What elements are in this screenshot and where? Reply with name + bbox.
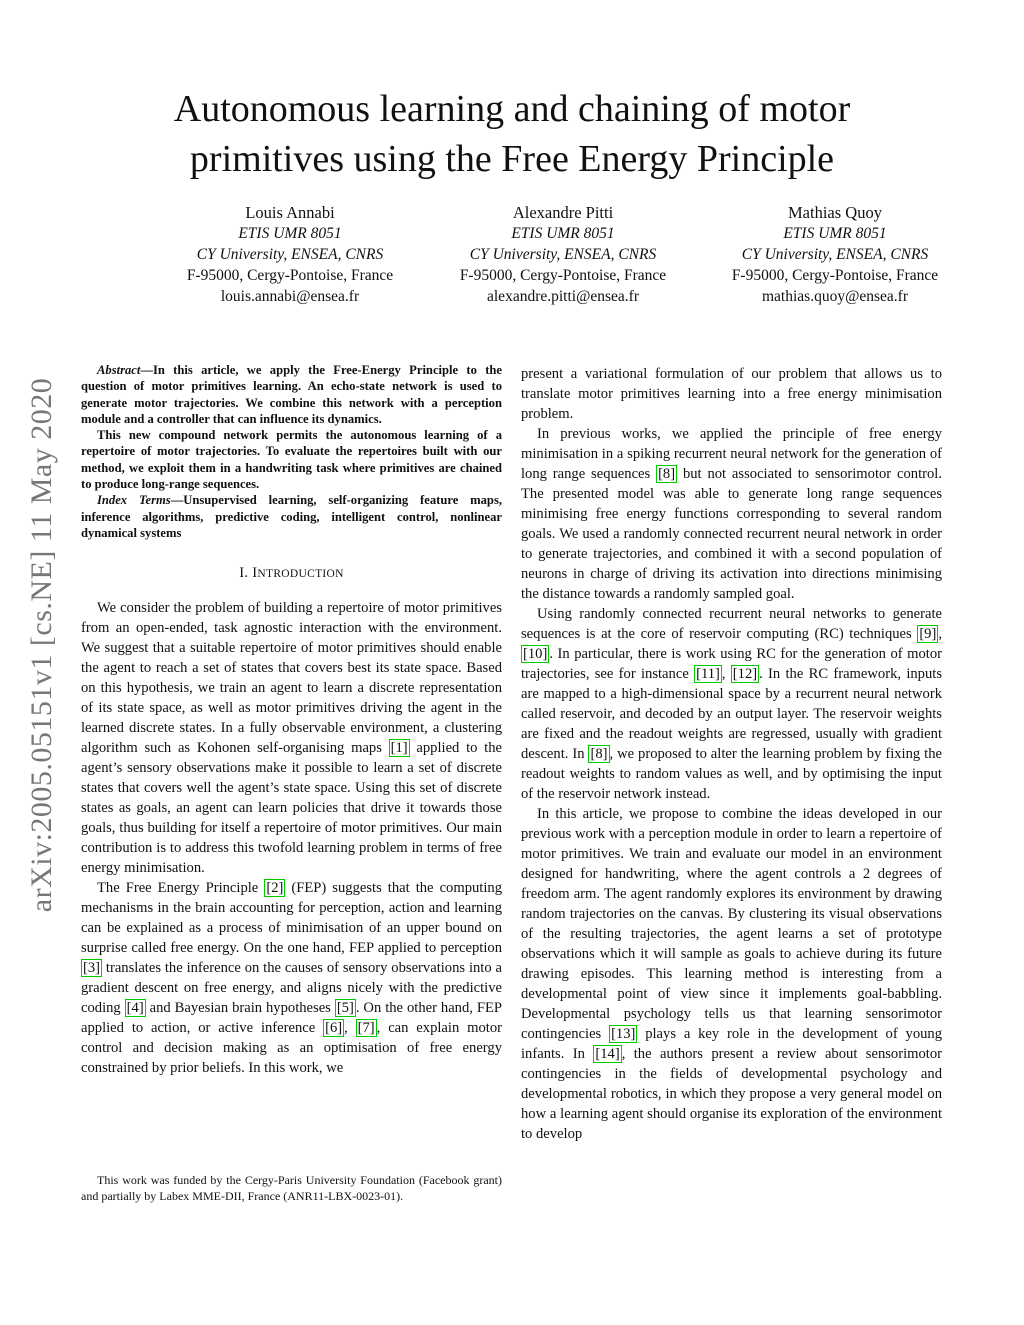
index-terms-label: Index Terms [97, 493, 171, 508]
body-paragraph: In previous works, we applied the principle of free energy minimisation in a spiking recurrent neural network for the generation of long range sequences [8] but not associated to sensorimotor control. The presented model was able to generate long range sequences minimising free energy functions corresponding to several random goals. We used a randomly connected recurrent neural network in order to generate trajectories, and combined it with a second population of neurons in charge of driving its activation into directions minimising the distance towards a randomly sampled goal. [521, 426, 942, 602]
citation-link[interactable]: [8] [590, 746, 608, 762]
author-name: Alexandre Pitti [512, 203, 614, 222]
author-name: Louis Annabi [245, 203, 335, 222]
author-2 [413, 202, 713, 307]
citation-link[interactable]: [10] [523, 646, 548, 662]
abstract-paragraph: This new compound network permits the autonomous learning of a repertoire of motor trajectories. To evaluate the repertoires built with our method, we exploit them in a handwriting task where primitives are chained to produce long-range sequences. [81, 428, 502, 492]
author-email: louis.annabi@ensea.fr [220, 288, 360, 305]
author-email: alexandre.pitti@ensea.fr [487, 288, 639, 305]
author-address: F-95000, Cergy-Pontoise, France [731, 267, 939, 284]
arxiv-identifier: arXiv:2005.05151v1 [cs.NE] 11 May 2020 [25, 377, 58, 913]
author-1 [140, 202, 440, 307]
author-3 [685, 202, 985, 307]
left-column [81, 362, 502, 1078]
abstract-label: Abstract [97, 363, 141, 377]
body-paragraph: Using randomly connected recurrent neural networks to generate sequences is at the core of reservoir computing (RC) techniques [9] , [10] . In particular, there is work using RC for the generation of motor trajectories, see for instance [11] , [12] . In the RC framework, inputs are mapped to a high-dimensional space by a recurrent neural network called reservoir, and decoded by an output layer. The reservoir weights are fixed and the readout weights are regressed, usually with gradient descent. In [8] , we proposed to alter the learning problem by fixing the readout weights to random values as well, and by optimising the input of the reservoir network instead. [521, 606, 942, 802]
right-column [521, 364, 942, 1144]
citation-link[interactable]: [4] [126, 1000, 144, 1017]
citation-link[interactable]: [6] [325, 1020, 343, 1037]
citation-link[interactable]: [13] [611, 1026, 636, 1042]
footnote: This work was funded by the Cergy-Paris University Foundation (Facebook grant) and partially by Labex MME-DII, France (ANR11-LBX-0023-01). [81, 1173, 502, 1203]
citation-link[interactable]: [1] [390, 740, 408, 757]
author-org: CY University, ENSEA, CNRS [469, 246, 657, 263]
citation-link[interactable]: [12] [732, 666, 758, 682]
citation-link[interactable]: [14] [595, 1046, 620, 1062]
body-paragraph: We consider the problem of building a repertoire of motor primitives from an open-ended, task agnostic interaction with the environment. We suggest that a suitable repertoire of motor primitives should enable the agent to reach a set of states that covers best its state space. Based on this hypothesis, we train an agent to learn a discrete representation of its state space, as well as motor primitives driving the agent in the learned discrete states. In a fully observable environment, a clustering algorithm such as Kohonen self-organising maps [1] applied to the agent’s sensory observations make it possible to learn a set of discrete states that covers well the agent’s state space. Using this set of discrete states as goals, an agent can learn policies that drive it towards those goals, thus building for itself a repertoire of motor primitives. Our main contribution is to address this twofold learning problem in terms of free energy minimisation. [81, 600, 502, 877]
index-terms: Unsupervised learning, self-organizing feature maps, inference algorithms, predictive coding, intelligent control, nonlinear dynamical systems [81, 493, 502, 540]
author-lab: ETIS UMR 8051 [783, 225, 887, 242]
body-paragraph: The Free Energy Principle [2] (FEP) suggests that the computing mechanisms in the brain accounting for perception, action and learning can be explained as a process of minimisation of an upper bound on surprise called free energy. On the one hand, FEP applied to perception [3] translates the inference on the causes of sensory observations into a gradient descent on free energy, and aligns nicely with the predictive coding [4] and Bayesian brain hypotheses [5] . On the other hand, FEP applied to action, or active inference [6] , [7] , can explain motor control and decision making as an optimisation of free energy constrained by prior beliefs. In this work, we [81, 880, 502, 1077]
author-email: mathias.quoy@ensea.fr [762, 288, 908, 305]
citation-link[interactable]: [9] [919, 626, 937, 642]
author-org: CY University, ENSEA, CNRS [196, 246, 384, 263]
abstract: Abstract—In this article, we apply the Free-Energy Principle to the question of motor primitives learning. An echo-state network is used to generate motor trajectories. We combine this network with a perception module and a controller that can influence its dynamics. This new compound network permits the autonomous learning of a repertoire of motor trajectories. To evaluate the repertoires built with our method, we exploit them in a handwriting task where primitives are chained to produce long-range sequences. Index Terms—Unsupervised learning, self-organizing feature maps, inference algorithms, predictive coding, intelligent control, nonlinear dynamical systems [81, 363, 502, 540]
author-org: CY University, ENSEA, CNRS [741, 246, 929, 263]
citation-link[interactable]: [2] [266, 880, 284, 897]
author-name: Mathias Quoy [788, 203, 882, 222]
author-address: F-95000, Cergy-Pontoise, France [186, 267, 394, 284]
body-paragraph: present a variational formulation of our problem that allows us to translate motor primitives learning into a free energy minimisation problem. [521, 366, 942, 422]
citation-link[interactable]: [5] [336, 1000, 354, 1017]
abstract-paragraph: In this article, we apply the Free-Energy Principle to the question of motor primitives learning. An echo-state network is used to generate motor trajectories. We combine this network with a perception module and a controller that can influence its dynamics. [81, 363, 502, 426]
section-heading: I. INTRODUCTION [239, 565, 344, 582]
author-block [100, 202, 960, 312]
citation-link[interactable]: [11] [696, 666, 720, 682]
citation-link[interactable]: [3] [83, 960, 101, 977]
citation-link[interactable]: [7] [357, 1020, 375, 1037]
citation-link[interactable]: [8] [658, 466, 676, 482]
author-lab: ETIS UMR 8051 [238, 225, 342, 242]
author-address: F-95000, Cergy-Pontoise, France [459, 267, 667, 284]
body-paragraph: In this article, we propose to combine the ideas developed in our previous work with a perception module in order to learn a repertoire of motor primitives. We train and evaluate our model in an environment designed for handwriting, where the agent controls a 2 degrees of freedom arm. The agent randomly explores its environment by drawing random trajectories on the canvas. By clustering its visual observations of the resulting trajectories, the agent learns a set of prototype observations which it will sample as goals to achieve during its future drawing episodes. This learning method is interesting from a developmental point of view since it implements goal-babbling. Developmental psychology tells us that learning sensorimotor contingencies [13] plays a key role in the development of young infants. In [14] , the authors present a review about sensorimotor contingencies in the fields of developmental psychology and developmental robotics, in which they propose a very general model on how a learning agent should organise its exploration of the environment to develop [521, 806, 943, 1142]
author-lab: ETIS UMR 8051 [511, 225, 615, 242]
paper-title: Autonomous learning and chaining of motor primitives using the Free Energy Principle [173, 88, 851, 180]
